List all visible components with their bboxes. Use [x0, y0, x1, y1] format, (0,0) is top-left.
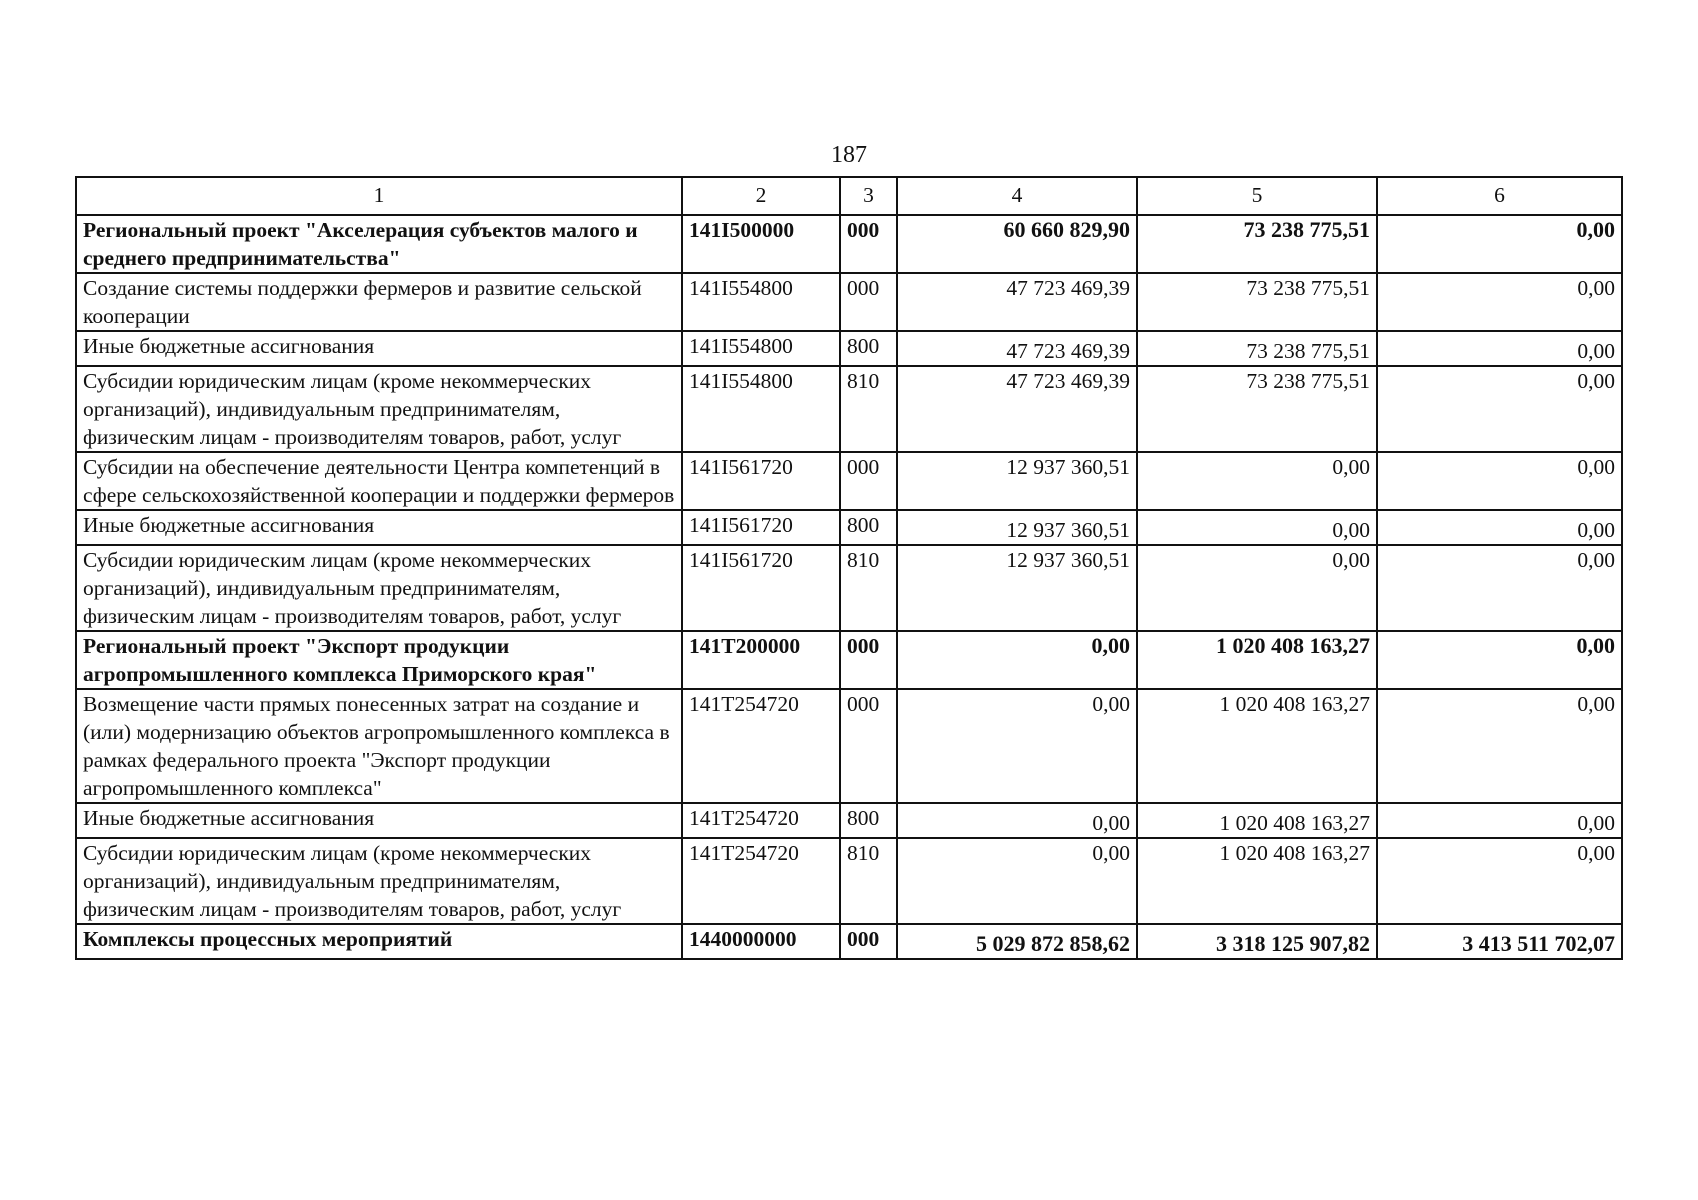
row-value-5: 1 020 408 163,27 [1137, 838, 1377, 924]
row-code: 141I554800 [682, 366, 840, 452]
table-row [76, 510, 1622, 545]
row-code: 141I554800 [682, 273, 840, 331]
row-code: 141I554800 [682, 331, 840, 366]
row-type: 800 [840, 510, 897, 545]
row-value-4: 12 937 360,51 [897, 452, 1137, 510]
row-value-6: 0,00 [1377, 273, 1622, 331]
table-row [76, 215, 1622, 273]
table-row [76, 838, 1622, 924]
row-type: 000 [840, 689, 897, 803]
row-name: Комплексы процессных мероприятий [76, 924, 682, 959]
row-code: 141T254720 [682, 689, 840, 803]
table-row [76, 631, 1622, 689]
row-name: Субсидии юридическим лицам (кроме некоммерческих организаций), индивидуальным предпринимателям, физическим лицам - производителям товаров, работ, услуг [76, 366, 682, 452]
header-col-3: 3 [840, 177, 897, 215]
header-row [76, 177, 1622, 215]
row-code: 141I561720 [682, 510, 840, 545]
row-name: Создание системы поддержки фермеров и развитие сельской кооперации [76, 273, 682, 331]
row-value-6: 0,00 [1377, 631, 1622, 689]
row-value-5: 1 020 408 163,27 [1137, 689, 1377, 803]
row-value-5: 1 020 408 163,27 [1137, 803, 1377, 838]
row-type: 810 [840, 545, 897, 631]
row-value-4: 12 937 360,51 [897, 510, 1137, 545]
header-col-4: 4 [897, 177, 1137, 215]
row-type: 000 [840, 273, 897, 331]
row-value-6: 0,00 [1377, 510, 1622, 545]
row-type: 800 [840, 331, 897, 366]
row-value-4: 47 723 469,39 [897, 366, 1137, 452]
table-row [76, 366, 1622, 452]
row-value-6: 0,00 [1377, 838, 1622, 924]
row-value-6: 0,00 [1377, 689, 1622, 803]
row-code: 1440000000 [682, 924, 840, 959]
row-value-5: 0,00 [1137, 452, 1377, 510]
row-value-5: 0,00 [1137, 545, 1377, 631]
row-value-4: 12 937 360,51 [897, 545, 1137, 631]
row-value-6: 0,00 [1377, 331, 1622, 366]
row-value-6: 0,00 [1377, 452, 1622, 510]
row-type: 810 [840, 838, 897, 924]
row-code: 141T254720 [682, 803, 840, 838]
row-value-5: 3 318 125 907,82 [1137, 924, 1377, 959]
row-type: 000 [840, 215, 897, 273]
row-value-4: 60 660 829,90 [897, 215, 1137, 273]
row-name: Возмещение части прямых понесенных затрат на создание и (или) модернизацию объектов агропромышленного комплекса в рамках федерального проекта "Экспорт продукции агропромышленного комплекса" [76, 689, 682, 803]
row-value-5: 0,00 [1137, 510, 1377, 545]
row-value-4: 5 029 872 858,62 [897, 924, 1137, 959]
row-value-6: 3 413 511 702,07 [1377, 924, 1622, 959]
row-value-5: 73 238 775,51 [1137, 366, 1377, 452]
table-row [76, 273, 1622, 331]
row-type: 000 [840, 631, 897, 689]
table-row [76, 545, 1622, 631]
table-row [76, 803, 1622, 838]
header-col-1: 1 [76, 177, 682, 215]
row-code: 141I561720 [682, 452, 840, 510]
row-name: Региональный проект "Экспорт продукции агропромышленного комплекса Приморского края" [76, 631, 682, 689]
row-value-6: 0,00 [1377, 366, 1622, 452]
row-value-4: 0,00 [897, 803, 1137, 838]
header-col-2: 2 [682, 177, 840, 215]
row-value-4: 47 723 469,39 [897, 273, 1137, 331]
row-value-6: 0,00 [1377, 215, 1622, 273]
row-value-6: 0,00 [1377, 545, 1622, 631]
row-value-5: 73 238 775,51 [1137, 331, 1377, 366]
row-type: 000 [840, 452, 897, 510]
row-name: Субсидии юридическим лицам (кроме некоммерческих организаций), индивидуальным предпринимателям, физическим лицам - производителям товаров, работ, услуг [76, 838, 682, 924]
row-code: 141I561720 [682, 545, 840, 631]
row-type: 800 [840, 803, 897, 838]
row-name: Региональный проект "Акселерация субъектов малого и среднего предпринимательства" [76, 215, 682, 273]
table-row [76, 452, 1622, 510]
row-code: 141I500000 [682, 215, 840, 273]
table-row [76, 924, 1622, 959]
row-name: Субсидии на обеспечение деятельности Центра компетенций в сфере сельскохозяйственной кооперации и поддержки фермеров [76, 452, 682, 510]
row-type: 000 [840, 924, 897, 959]
row-name: Иные бюджетные ассигнования [76, 510, 682, 545]
row-value-4: 47 723 469,39 [897, 331, 1137, 366]
row-name: Иные бюджетные ассигнования [76, 803, 682, 838]
header-col-6: 6 [1377, 177, 1622, 215]
row-value-4: 0,00 [897, 838, 1137, 924]
row-value-5: 73 238 775,51 [1137, 273, 1377, 331]
header-col-5: 5 [1137, 177, 1377, 215]
row-code: 141T200000 [682, 631, 840, 689]
budget-table [75, 176, 1623, 960]
row-value-5: 73 238 775,51 [1137, 215, 1377, 273]
row-name: Субсидии юридическим лицам (кроме некоммерческих организаций), индивидуальным предпринимателям, физическим лицам - производителям товаров, работ, услуг [76, 545, 682, 631]
row-value-6: 0,00 [1377, 803, 1622, 838]
row-type: 810 [840, 366, 897, 452]
row-name: Иные бюджетные ассигнования [76, 331, 682, 366]
row-value-4: 0,00 [897, 631, 1137, 689]
page-number: 187 [831, 142, 867, 168]
table-row [76, 331, 1622, 366]
row-code: 141T254720 [682, 838, 840, 924]
row-value-4: 0,00 [897, 689, 1137, 803]
table-row [76, 689, 1622, 803]
row-value-5: 1 020 408 163,27 [1137, 631, 1377, 689]
